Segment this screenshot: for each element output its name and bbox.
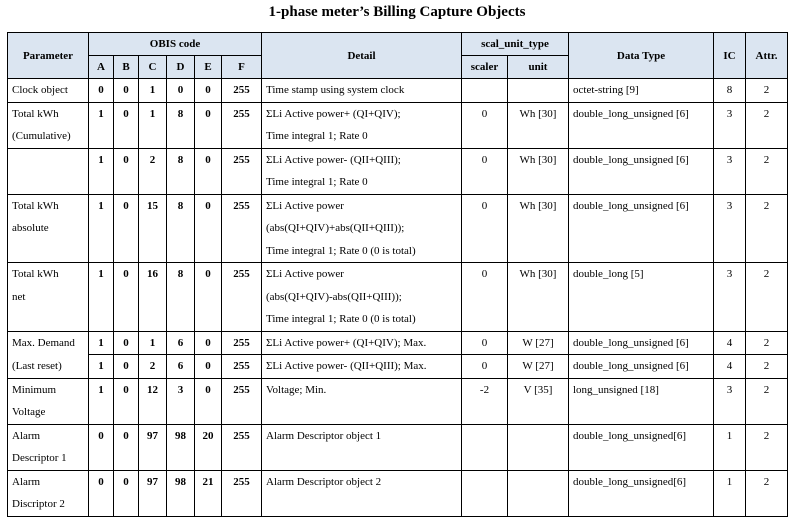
unit-cell bbox=[508, 355, 569, 379]
obis-e-value: 0 bbox=[205, 107, 211, 120]
table-row bbox=[8, 79, 788, 103]
obis-f-cell bbox=[222, 102, 262, 148]
attr-value: 2 bbox=[763, 199, 770, 212]
obis-e-cell bbox=[195, 194, 222, 263]
obis-d-value: 3 bbox=[177, 383, 184, 396]
parameter-cell bbox=[8, 79, 89, 103]
ic-value: 3 bbox=[726, 268, 733, 280]
obis-c-value: 15 bbox=[147, 199, 158, 212]
parameter-cell bbox=[8, 378, 89, 424]
detail-cell bbox=[262, 79, 462, 103]
unit-cell bbox=[508, 470, 569, 516]
obis-b-cell bbox=[114, 331, 139, 355]
detail-cell bbox=[262, 424, 462, 470]
detail-line: ΣLi Active power+ (QI+QIV); Max. bbox=[266, 336, 427, 349]
ic-cell bbox=[714, 355, 746, 379]
detail-line: ΣLi Active power+ (QI+QIV); bbox=[266, 107, 401, 120]
data-type-value: double_long_unsigned [6] bbox=[573, 107, 689, 120]
data-type-value: double_long [5] bbox=[573, 268, 644, 280]
data-type-value: double_long_unsigned [6] bbox=[573, 360, 689, 372]
data-type-value: double_long_unsigned[6] bbox=[573, 475, 687, 488]
scaler-value: 0 bbox=[481, 336, 488, 349]
detail-cell bbox=[262, 331, 462, 355]
obis-e-cell bbox=[195, 263, 222, 332]
obis-f-value: 255 bbox=[233, 429, 250, 442]
ic-value: 4 bbox=[726, 336, 733, 349]
scaler-cell bbox=[462, 470, 508, 516]
obis-e-cell bbox=[195, 102, 222, 148]
obis-a-cell bbox=[89, 355, 114, 379]
obis-f-cell bbox=[222, 148, 262, 194]
parameter-line: Total kWh bbox=[12, 107, 59, 120]
attr-cell bbox=[746, 194, 788, 263]
obis-e-value: 0 bbox=[205, 336, 211, 349]
obis-b-value: 0 bbox=[123, 107, 129, 120]
data-type-cell bbox=[569, 424, 714, 470]
scaler-value: 0 bbox=[481, 199, 488, 212]
attr-cell bbox=[746, 331, 788, 355]
detail-line: Time integral 1; Rate 0 (0 is total) bbox=[266, 313, 416, 325]
detail-line: (abs(QI+QIV)+abs(QII+QIII)); bbox=[266, 222, 405, 234]
unit-value: Wh [30] bbox=[519, 153, 557, 166]
table-row bbox=[8, 470, 788, 516]
attr-cell bbox=[746, 378, 788, 424]
obis-e-value: 0 bbox=[205, 383, 211, 396]
detail-line: Time stamp using system clock bbox=[266, 84, 405, 96]
parameter-cell bbox=[8, 194, 89, 263]
obis-f-value: 255 bbox=[233, 383, 250, 396]
unit-cell bbox=[508, 79, 569, 103]
obis-c-value: 1 bbox=[149, 107, 156, 120]
obis-c-cell bbox=[139, 355, 167, 379]
unit-cell bbox=[508, 102, 569, 148]
parameter-cell bbox=[8, 331, 89, 355]
obis-c-value: 97 bbox=[147, 429, 158, 442]
attr-cell bbox=[746, 148, 788, 194]
scaler-value: -2 bbox=[479, 383, 490, 396]
obis-f-cell bbox=[222, 378, 262, 424]
ic-value: 3 bbox=[726, 153, 733, 166]
ic-cell bbox=[714, 194, 746, 263]
data-type-cell bbox=[569, 355, 714, 379]
header-detail: Detail bbox=[262, 33, 462, 79]
obis-e-cell bbox=[195, 148, 222, 194]
table-row bbox=[8, 355, 788, 379]
ic-value: 8 bbox=[726, 84, 733, 96]
obis-e-cell bbox=[195, 331, 222, 355]
obis-c-cell bbox=[139, 194, 167, 263]
obis-e-cell bbox=[195, 378, 222, 424]
scaler-value: 0 bbox=[481, 107, 488, 120]
obis-f-value: 255 bbox=[233, 199, 250, 212]
obis-a-cell bbox=[89, 194, 114, 263]
data-type-value: double_long_unsigned [6] bbox=[573, 153, 689, 166]
ic-value: 3 bbox=[726, 383, 733, 396]
detail-line: ΣLi Active power bbox=[266, 268, 344, 280]
attr-value: 2 bbox=[763, 336, 770, 349]
obis-a-cell bbox=[89, 470, 114, 516]
attr-cell bbox=[746, 470, 788, 516]
billing-capture-table bbox=[7, 32, 788, 517]
obis-c-cell bbox=[139, 424, 167, 470]
obis-a-cell bbox=[89, 148, 114, 194]
detail-cell bbox=[262, 263, 462, 332]
obis-e-cell bbox=[195, 470, 222, 516]
table-row bbox=[8, 378, 788, 424]
parameter-cell bbox=[8, 148, 89, 194]
obis-f-value: 255 bbox=[233, 107, 250, 120]
obis-a-value: 0 bbox=[98, 475, 104, 488]
data-type-cell bbox=[569, 470, 714, 516]
obis-d-cell bbox=[167, 79, 195, 103]
scaler-cell bbox=[462, 194, 508, 263]
obis-a-value: 0 bbox=[98, 429, 104, 442]
ic-cell bbox=[714, 79, 746, 103]
attr-value: 2 bbox=[763, 429, 770, 442]
table-body bbox=[8, 79, 788, 517]
obis-f-cell bbox=[222, 470, 262, 516]
obis-d-cell bbox=[167, 470, 195, 516]
obis-c-cell bbox=[139, 102, 167, 148]
scaler-cell bbox=[462, 355, 508, 379]
obis-a-value: 1 bbox=[98, 336, 104, 349]
obis-c-cell bbox=[139, 263, 167, 332]
obis-a-cell bbox=[89, 331, 114, 355]
ic-cell bbox=[714, 378, 746, 424]
obis-f-value: 255 bbox=[233, 336, 250, 349]
obis-b-value: 0 bbox=[123, 475, 129, 488]
attr-value: 2 bbox=[763, 360, 770, 372]
detail-line: Time integral 1; Rate 0 bbox=[266, 130, 368, 142]
data-type-cell bbox=[569, 148, 714, 194]
parameter-line: Alarm bbox=[12, 475, 41, 488]
data-type-value: double_long_unsigned[6] bbox=[573, 429, 687, 442]
detail-cell bbox=[262, 102, 462, 148]
obis-d-value: 0 bbox=[177, 84, 184, 96]
obis-d-cell bbox=[167, 263, 195, 332]
obis-a-value: 0 bbox=[98, 84, 104, 96]
scaler-cell bbox=[462, 102, 508, 148]
obis-c-value: 2 bbox=[149, 153, 156, 166]
table-row bbox=[8, 148, 788, 194]
obis-b-cell bbox=[114, 194, 139, 263]
obis-c-value: 2 bbox=[149, 360, 156, 372]
parameter-line: net bbox=[12, 290, 26, 303]
obis-f-cell bbox=[222, 355, 262, 379]
obis-c-cell bbox=[139, 79, 167, 103]
obis-a-cell bbox=[89, 263, 114, 332]
header-obis-a: A bbox=[89, 56, 114, 79]
unit-cell bbox=[508, 331, 569, 355]
obis-b-cell bbox=[114, 470, 139, 516]
obis-e-value: 0 bbox=[205, 84, 211, 96]
data-type-value: long_unsigned [18] bbox=[573, 383, 659, 396]
data-type-value: double_long_unsigned [6] bbox=[573, 336, 689, 349]
table-row bbox=[8, 424, 788, 470]
detail-line: Voltage; Min. bbox=[266, 383, 327, 396]
attr-cell bbox=[746, 79, 788, 103]
ic-value: 3 bbox=[726, 199, 733, 212]
data-type-cell bbox=[569, 194, 714, 263]
attr-value: 2 bbox=[763, 475, 770, 488]
attr-value: 2 bbox=[763, 383, 770, 396]
obis-c-cell bbox=[139, 148, 167, 194]
attr-value: 2 bbox=[763, 153, 770, 166]
obis-b-value: 0 bbox=[123, 268, 129, 280]
header-scaler: scaler bbox=[462, 56, 508, 79]
obis-d-value: 98 bbox=[175, 475, 186, 488]
obis-d-cell bbox=[167, 102, 195, 148]
parameter-cell bbox=[8, 263, 89, 332]
parameter-line: (Cumulative) bbox=[12, 130, 71, 142]
header-obis-b: B bbox=[114, 56, 139, 79]
obis-a-value: 1 bbox=[98, 383, 104, 396]
parameter-line: Clock object bbox=[12, 84, 68, 96]
obis-f-value: 255 bbox=[233, 153, 250, 166]
data-type-value: double_long_unsigned [6] bbox=[573, 199, 689, 212]
ic-cell bbox=[714, 148, 746, 194]
obis-f-value: 255 bbox=[233, 475, 250, 488]
obis-a-value: 1 bbox=[98, 153, 104, 166]
scaler-value: 0 bbox=[481, 360, 488, 372]
obis-b-cell bbox=[114, 263, 139, 332]
parameter-line: (Last reset) bbox=[12, 359, 62, 372]
detail-cell bbox=[262, 355, 462, 379]
scaler-cell bbox=[462, 263, 508, 332]
detail-line: ΣLi Active power- (QII+QIII); Max. bbox=[266, 360, 427, 372]
unit-cell bbox=[508, 194, 569, 263]
detail-line: ΣLi Active power- (QII+QIII); bbox=[266, 153, 401, 166]
parameter-line: Total kWh bbox=[12, 268, 59, 280]
obis-c-value: 12 bbox=[147, 383, 158, 396]
obis-f-value: 255 bbox=[233, 84, 250, 96]
unit-cell bbox=[508, 148, 569, 194]
obis-b-value: 0 bbox=[123, 199, 129, 212]
data-type-cell bbox=[569, 263, 714, 332]
ic-cell bbox=[714, 102, 746, 148]
data-type-cell bbox=[569, 79, 714, 103]
obis-b-value: 0 bbox=[123, 84, 129, 96]
parameter-line: Minimum bbox=[12, 383, 57, 396]
obis-d-value: 8 bbox=[177, 107, 184, 120]
data-type-cell bbox=[569, 378, 714, 424]
data-type-cell bbox=[569, 331, 714, 355]
header-obis-c: C bbox=[139, 56, 167, 79]
attr-cell bbox=[746, 424, 788, 470]
obis-d-cell bbox=[167, 378, 195, 424]
attr-cell bbox=[746, 355, 788, 379]
obis-d-cell bbox=[167, 424, 195, 470]
page-title: 1-phase meter’s Billing Capture Objects bbox=[268, 4, 526, 20]
obis-f-cell bbox=[222, 79, 262, 103]
parameter-line: Discriptor 2 bbox=[12, 498, 65, 510]
obis-e-cell bbox=[195, 79, 222, 103]
ic-value: 4 bbox=[726, 360, 733, 372]
obis-e-cell bbox=[195, 355, 222, 379]
obis-c-value: 1 bbox=[149, 336, 156, 349]
obis-a-cell bbox=[89, 79, 114, 103]
attr-cell bbox=[746, 263, 788, 332]
detail-line: Time integral 1; Rate 0 (0 is total) bbox=[266, 244, 416, 257]
obis-a-cell bbox=[89, 102, 114, 148]
scaler-cell bbox=[462, 79, 508, 103]
unit-value: W [27] bbox=[522, 360, 554, 372]
obis-e-value: 0 bbox=[205, 268, 211, 280]
detail-line: Time integral 1; Rate 0 bbox=[266, 176, 368, 188]
detail-cell bbox=[262, 148, 462, 194]
parameter-cell bbox=[8, 424, 89, 470]
detail-cell bbox=[262, 470, 462, 516]
obis-c-value: 1 bbox=[149, 84, 156, 96]
obis-a-cell bbox=[89, 378, 114, 424]
obis-f-cell bbox=[222, 424, 262, 470]
attr-value: 2 bbox=[763, 268, 770, 280]
obis-d-cell bbox=[167, 331, 195, 355]
table-row bbox=[8, 331, 788, 355]
ic-value: 3 bbox=[726, 107, 733, 120]
header-row-top bbox=[8, 33, 788, 56]
scaler-cell bbox=[462, 424, 508, 470]
obis-b-cell bbox=[114, 355, 139, 379]
ic-cell bbox=[714, 331, 746, 355]
obis-e-value: 20 bbox=[202, 429, 214, 442]
header-obis-d: D bbox=[167, 56, 195, 79]
parameter-cell bbox=[8, 470, 89, 516]
obis-d-cell bbox=[167, 355, 195, 379]
obis-b-cell bbox=[114, 102, 139, 148]
header-obis-e: E bbox=[195, 56, 222, 79]
obis-a-value: 1 bbox=[98, 268, 104, 280]
obis-f-cell bbox=[222, 263, 262, 332]
obis-d-value: 8 bbox=[177, 199, 184, 212]
obis-d-value: 8 bbox=[177, 268, 184, 280]
table-row bbox=[8, 194, 788, 263]
unit-value: Wh [30] bbox=[519, 199, 557, 212]
obis-d-cell bbox=[167, 148, 195, 194]
parameter-line: Max. Demand bbox=[12, 336, 75, 349]
data-type-cell bbox=[569, 102, 714, 148]
detail-cell bbox=[262, 194, 462, 263]
header-obis-code: OBIS code bbox=[89, 33, 262, 56]
detail-line: Alarm Descriptor object 1 bbox=[266, 429, 382, 442]
ic-cell bbox=[714, 470, 746, 516]
detail-cell bbox=[262, 378, 462, 424]
scaler-value: 0 bbox=[481, 268, 488, 280]
ic-cell bbox=[714, 424, 746, 470]
attr-value: 2 bbox=[763, 84, 770, 96]
table-row bbox=[8, 102, 788, 148]
obis-d-value: 6 bbox=[177, 360, 184, 372]
header-obis-f: F bbox=[222, 56, 262, 79]
ic-value: 1 bbox=[726, 475, 733, 488]
obis-f-cell bbox=[222, 331, 262, 355]
obis-a-value: 1 bbox=[98, 199, 104, 212]
obis-c-cell bbox=[139, 470, 167, 516]
obis-e-value: 0 bbox=[205, 153, 211, 166]
obis-b-value: 0 bbox=[123, 153, 129, 166]
scaler-cell bbox=[462, 378, 508, 424]
scaler-cell bbox=[462, 331, 508, 355]
obis-c-value: 97 bbox=[147, 475, 158, 488]
detail-line: Alarm Descriptor object 2 bbox=[266, 475, 382, 488]
ic-value: 1 bbox=[726, 429, 733, 442]
obis-b-cell bbox=[114, 424, 139, 470]
ic-cell bbox=[714, 263, 746, 332]
unit-value: Wh [30] bbox=[519, 107, 557, 120]
detail-line: (abs(QI+QIV)-abs(QII+QIII)); bbox=[266, 290, 402, 303]
obis-b-cell bbox=[114, 79, 139, 103]
obis-f-value: 255 bbox=[233, 268, 250, 280]
detail-line: ΣLi Active power bbox=[266, 199, 344, 212]
header-ic: IC bbox=[714, 33, 746, 79]
unit-value: V [35] bbox=[523, 383, 553, 396]
header-unit: unit bbox=[508, 56, 569, 79]
unit-cell bbox=[508, 378, 569, 424]
obis-e-cell bbox=[195, 424, 222, 470]
parameter-line: Alarm bbox=[12, 429, 41, 442]
data-type-value: octet-string [9] bbox=[573, 84, 639, 96]
obis-e-value: 21 bbox=[202, 475, 214, 488]
obis-c-cell bbox=[139, 378, 167, 424]
obis-a-value: 1 bbox=[98, 360, 104, 372]
parameter-cell bbox=[8, 355, 89, 379]
header-scal-unit-type: scal_unit_type bbox=[462, 33, 569, 56]
obis-b-cell bbox=[114, 378, 139, 424]
obis-e-value: 0 bbox=[205, 199, 211, 212]
obis-f-cell bbox=[222, 194, 262, 263]
obis-d-value: 6 bbox=[177, 336, 184, 349]
unit-cell bbox=[508, 263, 569, 332]
parameter-line: Voltage bbox=[12, 406, 46, 418]
obis-b-cell bbox=[114, 148, 139, 194]
scaler-cell bbox=[462, 148, 508, 194]
header-attr: Attr. bbox=[746, 33, 788, 79]
obis-f-value: 255 bbox=[233, 360, 250, 372]
parameter-cell bbox=[8, 102, 89, 148]
parameter-line: Total kWh bbox=[12, 199, 59, 212]
obis-d-value: 8 bbox=[177, 153, 184, 166]
scaler-value: 0 bbox=[481, 153, 488, 166]
unit-value: Wh [30] bbox=[519, 268, 557, 280]
table-row bbox=[8, 263, 788, 332]
parameter-line: absolute bbox=[12, 222, 49, 234]
obis-b-value: 0 bbox=[123, 383, 129, 396]
obis-a-value: 1 bbox=[98, 107, 104, 120]
obis-d-cell bbox=[167, 194, 195, 263]
obis-d-value: 98 bbox=[175, 429, 186, 442]
obis-c-cell bbox=[139, 331, 167, 355]
obis-e-value: 0 bbox=[205, 360, 211, 372]
unit-cell bbox=[508, 424, 569, 470]
attr-cell bbox=[746, 102, 788, 148]
header-data-type: Data Type bbox=[569, 33, 714, 79]
parameter-line: Descriptor 1 bbox=[12, 452, 67, 464]
attr-value: 2 bbox=[763, 107, 770, 120]
obis-c-value: 16 bbox=[147, 268, 158, 280]
header-parameter: Parameter bbox=[8, 33, 89, 79]
obis-b-value: 0 bbox=[123, 360, 129, 372]
unit-value: W [27] bbox=[522, 336, 554, 349]
obis-b-value: 0 bbox=[123, 336, 129, 349]
obis-b-value: 0 bbox=[123, 429, 129, 442]
obis-a-cell bbox=[89, 424, 114, 470]
